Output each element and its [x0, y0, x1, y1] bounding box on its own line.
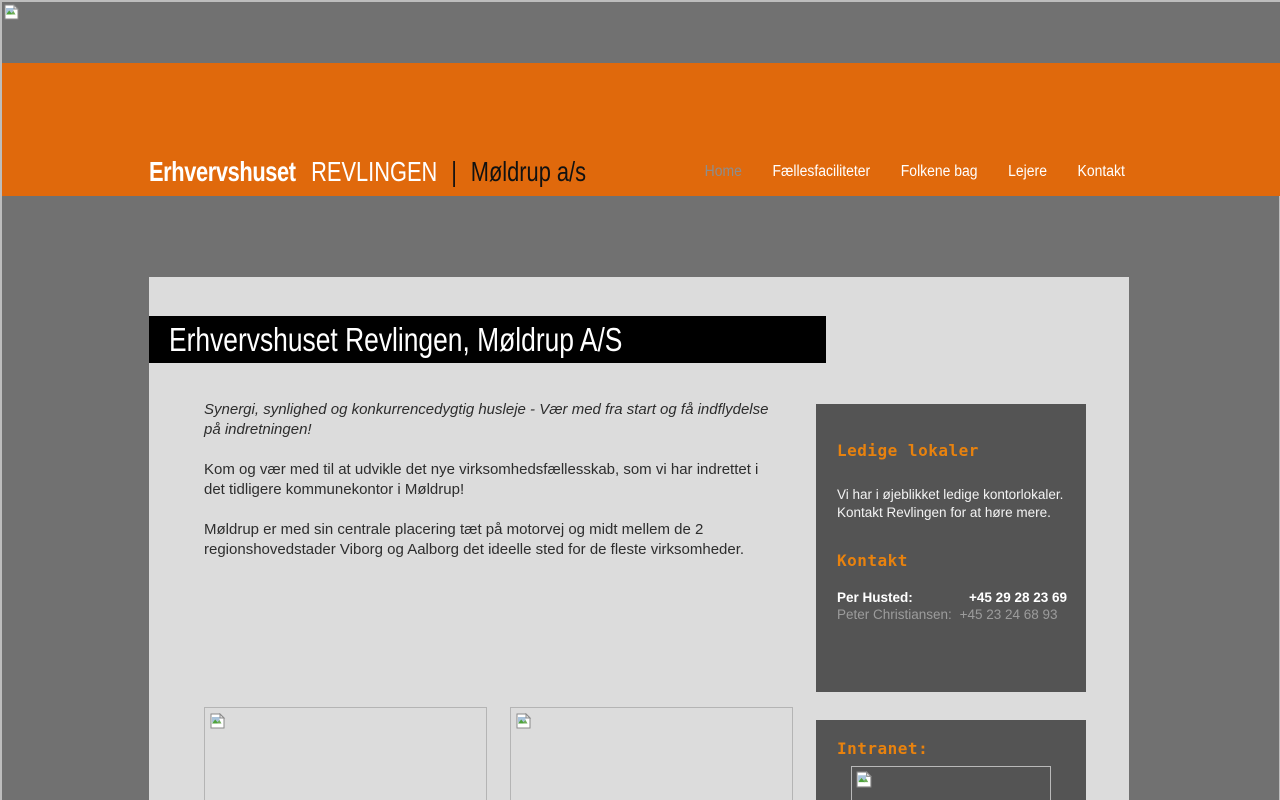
intranet-heading: Intranet: — [837, 739, 929, 758]
nav-item-faellesfaciliteter[interactable]: Fællesfaciliteter — [772, 163, 871, 180]
contact-row-per-husted — [837, 589, 1067, 606]
intranet-panel — [816, 720, 1086, 800]
contact-phone: +45 23 24 68 93 — [959, 607, 1058, 622]
window-edge-top — [0, 0, 1280, 2]
page-title-bar — [149, 316, 826, 363]
vacancy-text — [837, 486, 1072, 521]
vacancy-line-2: Kontakt Revlingen for at høre mere. — [837, 504, 1051, 520]
nav-item-home[interactable]: Home — [704, 163, 743, 180]
logo-separator: | — [451, 156, 457, 187]
main-nav — [705, 163, 1125, 181]
page-title: Erhvervshuset Revlingen, Møldrup A/S — [169, 320, 623, 358]
paragraph-2 — [204, 460, 804, 500]
paragraph-3-line-2: regionshovedstader Viborg og Aalborg det ideelle sted for de fleste virksomheder. — [204, 541, 745, 558]
broken-image-icon — [516, 713, 532, 729]
contact-name: Peter Christiansen: — [837, 607, 952, 622]
contact-heading: Kontakt — [837, 551, 908, 570]
paragraph-2-line-2: det tidligere kommunekontor i Møldrup! — [204, 481, 465, 498]
nav-item-folkene-bag[interactable]: Folkene bag — [900, 163, 978, 180]
logo-company: Møldrup a/s — [470, 156, 587, 187]
broken-image-icon — [856, 771, 873, 788]
vacancy-contact-panel — [816, 404, 1086, 692]
contact-name: Per Husted: — [837, 590, 913, 605]
vacancy-line-1: Vi har i øjeblikket ledige kontorlokaler. — [837, 487, 1064, 502]
logo-brand: REVLINGEN — [311, 156, 438, 187]
vacancy-heading: Ledige lokaler — [837, 441, 979, 460]
paragraph-3-line-1: Møldrup er med sin centrale placering tæt på motorvej og midt mellem de 2 — [204, 521, 704, 538]
nav-item-kontakt[interactable]: Kontakt — [1077, 163, 1125, 180]
window-edge-left — [0, 0, 2, 800]
image-placeholder-right — [510, 707, 793, 800]
intranet-image-link[interactable] — [851, 766, 1051, 800]
body-text — [204, 400, 804, 580]
broken-image-icon — [4, 4, 20, 20]
paragraph-2-line-1: Kom og vær med til at udvikle det nye virksomhedsfællesskab, som vi har indrettet i — [204, 461, 759, 478]
header-band — [0, 63, 1280, 196]
intro-line-1: Synergi, synlighed og konkurrencedygtig husleje - Vær med fra start og få indflydelse — [204, 401, 769, 418]
image-placeholder-left — [204, 707, 487, 800]
nav-item-lejere[interactable]: Lejere — [1008, 163, 1048, 180]
intro-paragraph — [204, 400, 804, 440]
broken-image-icon — [210, 713, 226, 729]
contact-row-peter-christiansen — [837, 606, 1077, 623]
site-logo[interactable] — [149, 156, 586, 188]
intro-line-2: på indretningen! — [204, 421, 312, 438]
contact-phone: +45 29 28 23 69 — [969, 590, 1067, 605]
logo-name: Erhvervshuset — [149, 156, 296, 187]
paragraph-3 — [204, 520, 804, 560]
